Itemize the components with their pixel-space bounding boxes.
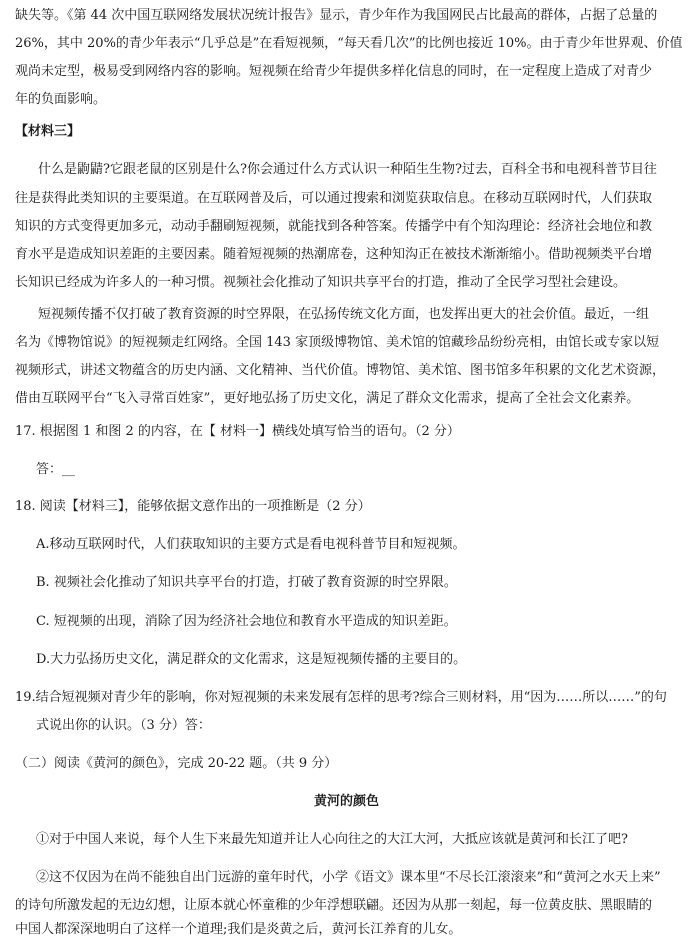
text-line: ②这不仅因为在尚不能独自出门远游的童年时代，小学《语文》课本里“不尽长江滚滚来”和“黄河之水天上来”	[36, 870, 661, 885]
text-line: 什么是鼩鼱?它跟老鼠的区别是什么?你会通过什么方式认识一种陌生生物?过去，百科全书和电视科普节目往	[38, 162, 657, 177]
question-19: 19.结合短视频对青少年的影响，你对短视频的未来发展有怎样的思考?综合三则材料，用“因为……所以……”的句	[15, 690, 667, 705]
text-line: ①对于中国人来说，每个人生下来最先知道并让人心向往之的大江大河，大抵应该就是黄河和长江了吧?	[36, 832, 628, 847]
text-line: 育水平是造成知识差距的主要因素。随着短视频的热潮席卷，这种知沟正在被技术渐渐缩小。借助视频类平台增	[15, 247, 653, 262]
text-line: 视频形式，讲述文物蕴含的历史内涵、文化精神、当代价值。博物馆、美术馆、图书馆多年积累的文化艺术资源，	[15, 363, 666, 378]
text-line: 长知识已经成为许多人的一种习惯。视频社会化推动了知识共享平台的打造，推动了全民学习型社会建设。	[15, 275, 627, 290]
answer-line: 答：__	[36, 462, 76, 477]
text-line: 短视频传播不仅打破了教育资源的时空界限，在弘扬传统文化方面，也发挥出更大的社会价值。最近，一组	[38, 307, 650, 322]
question-18: 18. 阅读【材料三】，能够依据文意作出的一项推断是（2 分）	[15, 499, 371, 514]
text-line: 中国人都深深地明白了这样一个道理;我们是炎黄之后，黄河长江养育的儿女。	[15, 922, 462, 937]
text-line: 借由互联网平台“飞入寻常百姓家”，更好地弘扬了历史文化，满足了群众文化需求，提高了全社会文化素养。	[15, 391, 640, 406]
text-line: 26%，其中 20%的青少年表示“几乎总是”在看短视频，“每天看几次”的比例也接近 10%。由于青少年世界观、价值	[15, 36, 683, 51]
text-line: 式说出你的认识。（3 分）答：	[36, 718, 211, 733]
text-line: 名为《博物馆说》的短视频走红网络。全国 143 家顶级博物馆、美术馆的馆藏珍品纷纷亮相，由馆长或专家以短	[15, 335, 660, 350]
text-line: 年的负面影响。	[15, 92, 107, 107]
option-d: D.大力弘扬历史文化，满足群众的文化需求，这是短视频传播的主要目的。	[36, 652, 467, 667]
article-title: 黄河的颜色	[313, 794, 379, 809]
option-b: B. 视频社会化推动了知识共享平台的打造，打破了教育资源的时空界限。	[36, 575, 457, 590]
text-line: 知识的方式变得更加多元，动动手翻刷短视频，就能找到各种答案。传播学中有个知沟理论：经济社会地位和教	[15, 219, 653, 234]
section-heading: （二）阅读《黄河的颜色》，完成 20-22 题。（共 9 分）	[15, 756, 338, 771]
text-line: 观尚未定型，极易受到网络内容的影响。短视频在给青少年提供多样化信息的同时，在一定程度上造成了对青少	[15, 64, 653, 79]
text-line: 往是获得此类知识的主要渠道。在互联网普及后，可以通过搜索和浏览获取信息。在移动互联网时代，人们获取	[15, 191, 653, 206]
option-a: A.移动互联网时代，人们获取知识的主要方式是看电视科普节目和短视频。	[36, 537, 466, 552]
text-line: 的诗句所激发起的无边幻想，让原本就心怀童稚的少年浮想联翩。还因为从那一刻起，每一位黄皮肤、黑眼睛的	[15, 898, 653, 913]
section-heading: 【材料三】	[15, 124, 81, 139]
option-c: C. 短视频的出现，消除了因为经济社会地位和教育水平造成的知识差距。	[36, 614, 457, 629]
text-line: 缺失等。《第 44 次中国互联网络发展状况统计报告》显示，青少年作为我国网民占比最高的群体，占据了总量的	[15, 8, 658, 23]
question-17: 17. 根据图 1 和图 2 的内容，在【 材料一】横线处填写恰当的语句。（2 分）	[15, 424, 460, 439]
